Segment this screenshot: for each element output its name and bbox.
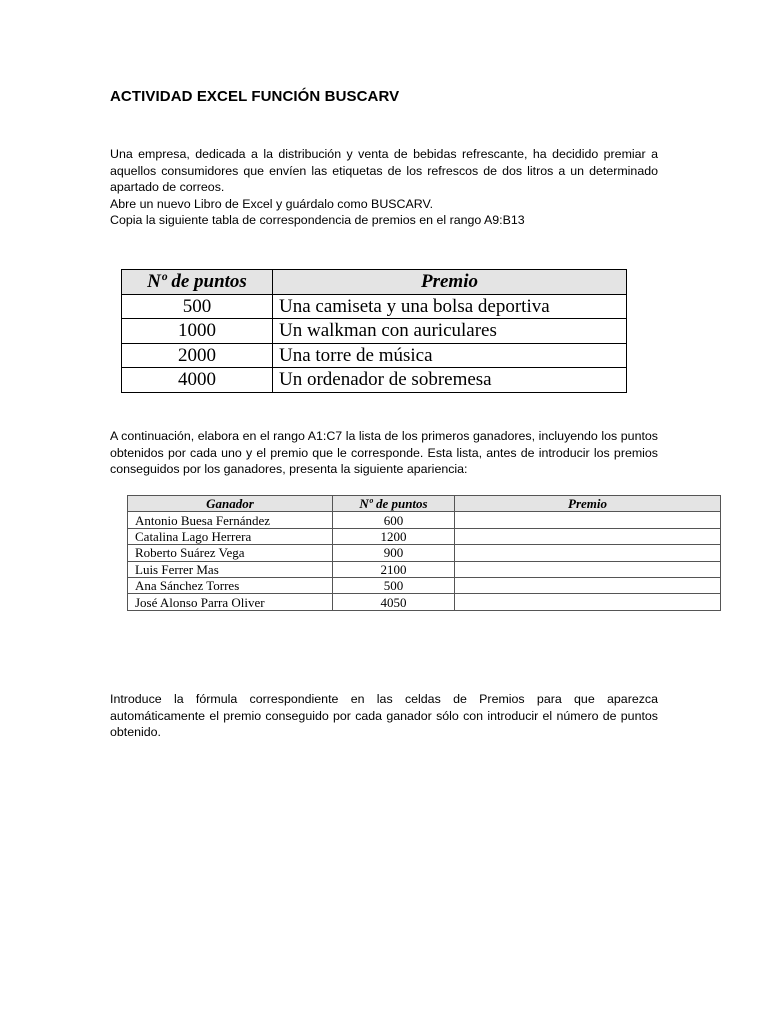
final-paragraph: Introduce la fórmula correspondiente en las celdas de Premios para que aparezca automáticamente el premio conseguido por cada ganador sólo con introducir el número de puntos obtenido. (110, 692, 658, 739)
prize-table (121, 269, 627, 393)
prize-points-cell: 2000 (122, 343, 273, 368)
middle-text (110, 428, 658, 478)
winner-points-cell: 1200 (333, 528, 455, 544)
prize-header-points: Nº de puntos (122, 270, 273, 295)
winners-table (127, 495, 721, 611)
intro-instruction-copy: Copia la siguiente tabla de correspondencia de premios en el rango A9:B13 (110, 213, 525, 227)
prize-table-header-row (122, 270, 627, 295)
table-row (128, 512, 721, 528)
table-row (128, 545, 721, 561)
prize-name-cell: Una camiseta y una bolsa deportiva (273, 294, 627, 319)
winner-prize-cell (455, 577, 721, 593)
winner-prize-cell (455, 594, 721, 610)
intro-text (110, 146, 658, 229)
prize-header-prize: Premio (273, 270, 627, 295)
winner-prize-cell (455, 561, 721, 577)
winners-table-header-row (128, 496, 721, 512)
winner-points-cell: 2100 (333, 561, 455, 577)
winners-header-name: Ganador (128, 496, 333, 512)
prize-name-cell: Un ordenador de sobremesa (273, 368, 627, 393)
prize-name-cell: Un walkman con auriculares (273, 319, 627, 344)
table-row (122, 319, 627, 344)
table-row (128, 528, 721, 544)
winner-points-cell: 600 (333, 512, 455, 528)
intro-paragraph: Una empresa, dedicada a la distribución y venta de bebidas refrescante, ha decidido premiar a aquellos consumidores que envíen las etiquetas de los refrescos de dos litros a un determinado apartado de correos. (110, 147, 658, 194)
table-row (128, 561, 721, 577)
winners-header-points: Nº de puntos (333, 496, 455, 512)
winner-name-cell: Luis Ferrer Mas (128, 561, 333, 577)
middle-paragraph: A continuación, elabora en el rango A1:C7 la lista de los primeros ganadores, incluyendo los puntos obtenidos por cada uno y el premio que le corresponde. Esta lista, antes de introducir los premios conseguidos por los ganadores, presenta la siguiente apariencia: (110, 429, 658, 476)
table-row (128, 577, 721, 593)
winner-name-cell: José Alonso Parra Oliver (128, 594, 333, 610)
winner-points-cell: 4050 (333, 594, 455, 610)
table-row (122, 343, 627, 368)
winner-name-cell: Ana Sánchez Torres (128, 577, 333, 593)
winner-prize-cell (455, 545, 721, 561)
prize-points-cell: 1000 (122, 319, 273, 344)
final-instruction (110, 691, 658, 741)
prize-points-cell: 4000 (122, 368, 273, 393)
table-row (122, 368, 627, 393)
winner-name-cell: Catalina Lago Herrera (128, 528, 333, 544)
table-row (122, 294, 627, 319)
winner-points-cell: 500 (333, 577, 455, 593)
prize-points-cell: 500 (122, 294, 273, 319)
intro-instruction-save: Abre un nuevo Libro de Excel y guárdalo como BUSCARV. (110, 196, 434, 211)
prize-name-cell: Una torre de música (273, 343, 627, 368)
winners-header-prize: Premio (455, 496, 721, 512)
page-title: ACTIVIDAD EXCEL FUNCIÓN BUSCARV (110, 88, 400, 105)
winner-name-cell: Roberto Suárez Vega (128, 545, 333, 561)
winner-prize-cell (455, 528, 721, 544)
table-row (128, 594, 721, 610)
winner-name-cell: Antonio Buesa Fernández (128, 512, 333, 528)
winner-points-cell: 900 (333, 545, 455, 561)
winner-prize-cell (455, 512, 721, 528)
